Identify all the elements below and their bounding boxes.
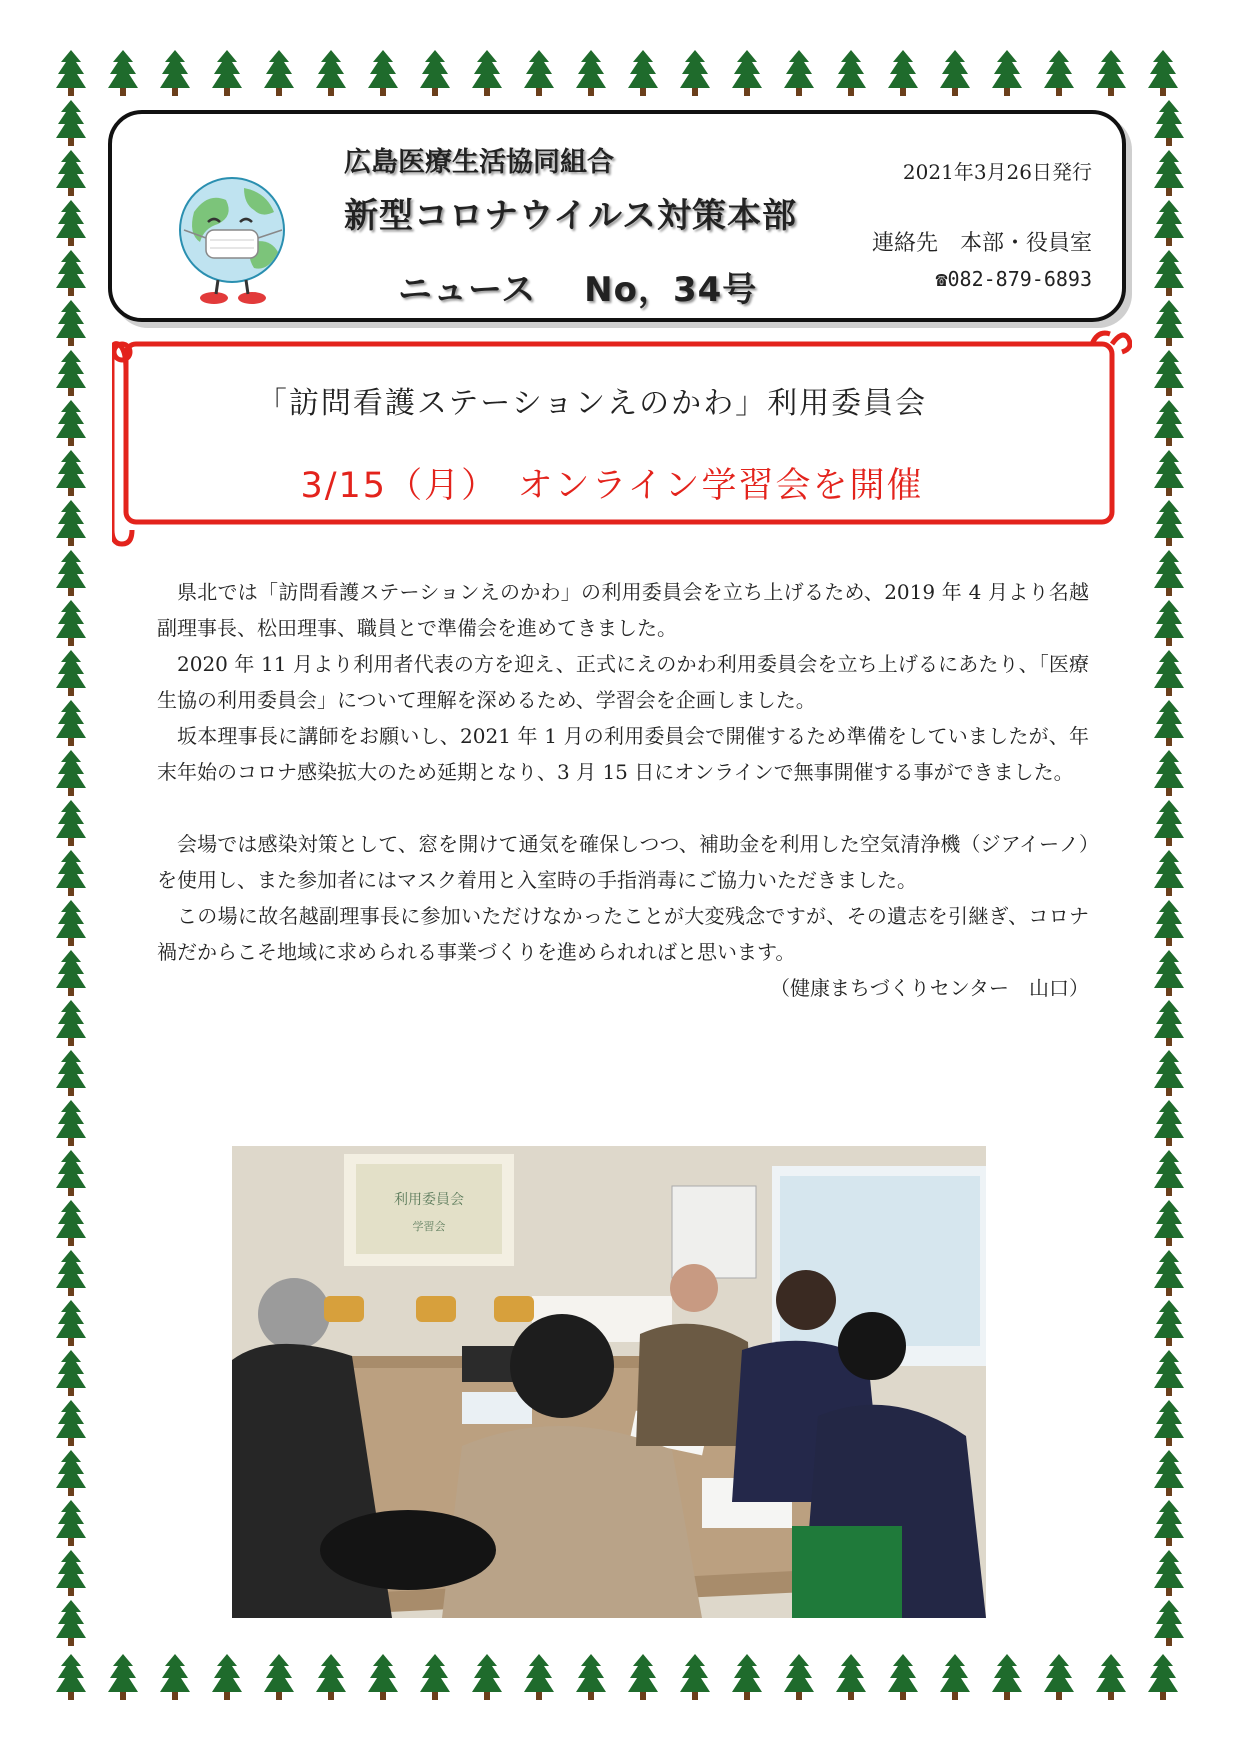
tree-icon: [56, 700, 86, 746]
tree-icon: [576, 50, 606, 96]
tree-icon: [56, 250, 86, 296]
masked-earth-mascot-icon: [174, 172, 294, 310]
tree-icon: [56, 750, 86, 796]
tree-icon: [56, 1550, 86, 1596]
tree-icon: [56, 900, 86, 946]
tree-icon: [784, 1654, 814, 1700]
article-paragraph: 2020 年 11 月より利用者代表の方を迎え、正式にえのかわ利用委員会を立ち上げるにあたり、「医療生協の利用委員会」について理解を深めるため、学習会を企画しました。: [157, 652, 1089, 712]
contact-phone: ☎082-879-6893: [935, 267, 1092, 291]
tree-icon: [56, 550, 86, 596]
newsletter-header: [108, 110, 1126, 322]
tree-icon: [1096, 50, 1126, 96]
tree-icon: [732, 50, 762, 96]
tree-icon: [1154, 1500, 1184, 1546]
headline-banner: [112, 330, 1132, 552]
tree-icon: [56, 1200, 86, 1246]
tree-icon: [1154, 350, 1184, 396]
tree-icon: [368, 1654, 398, 1700]
banner-event-title: 3/15（月） オンライン学習会を開催: [300, 466, 924, 506]
tree-icon: [56, 50, 86, 96]
tree-icon: [212, 50, 242, 96]
tree-icon: [836, 1654, 866, 1700]
tree-icon: [1148, 1654, 1178, 1700]
tree-icon: [1154, 250, 1184, 296]
tree-icon: [56, 1654, 86, 1700]
tree-icon: [1154, 550, 1184, 596]
tree-icon: [1154, 1600, 1184, 1646]
tree-icon: [1154, 100, 1184, 146]
tree-icon: [56, 800, 86, 846]
news-issue-number: ニュース No，34号: [398, 270, 758, 310]
tree-icon: [524, 1654, 554, 1700]
tree-icon: [56, 1400, 86, 1446]
tree-icon: [1154, 200, 1184, 246]
tree-icon: [836, 50, 866, 96]
tree-icon: [108, 1654, 138, 1700]
tree-icon: [368, 50, 398, 96]
tree-icon: [1154, 1350, 1184, 1396]
tree-icon: [1154, 800, 1184, 846]
tree-icon: [56, 350, 86, 396]
tree-icon: [316, 50, 346, 96]
tree-icon: [1154, 850, 1184, 896]
tree-icon: [680, 50, 710, 96]
tree-icon: [1154, 300, 1184, 346]
banner-committee-title: 「訪問看護ステーションえのかわ」利用委員会: [256, 386, 928, 421]
tree-icon: [56, 650, 86, 696]
tree-icon: [56, 1000, 86, 1046]
tree-icon: [1148, 50, 1178, 96]
article-author: （健康まちづくりセンター 山口）: [770, 976, 1089, 1000]
tree-icon: [888, 1654, 918, 1700]
scroll-frame-icon: [112, 330, 1132, 552]
tree-icon: [888, 50, 918, 96]
tree-icon: [56, 450, 86, 496]
tree-icon: [1154, 650, 1184, 696]
tree-icon: [1154, 1200, 1184, 1246]
contact-label: 連絡先 本部・役員室: [871, 231, 1092, 256]
tree-icon: [1154, 1400, 1184, 1446]
tree-icon: [56, 1150, 86, 1196]
tree-icon: [264, 50, 294, 96]
tree-icon: [472, 50, 502, 96]
tree-icon: [56, 1500, 86, 1546]
tree-icon: [628, 1654, 658, 1700]
tree-icon: [316, 1654, 346, 1700]
meeting-photo: [232, 1146, 986, 1618]
tree-icon: [420, 50, 450, 96]
tree-icon: [472, 1654, 502, 1700]
tree-icon: [56, 1050, 86, 1096]
tree-icon: [56, 1600, 86, 1646]
article-paragraph: 会場では感染対策として、窓を開けて通気を確保しつつ、補助金を利用した空気清浄機（ジアイーノ）を使用し、また参加者にはマスク着用と入室時の手指消毒にご協力いただきました。: [157, 832, 1089, 892]
tree-icon: [1154, 1150, 1184, 1196]
screen-title: 利用委員会: [394, 1192, 464, 1208]
tree-icon: [1154, 750, 1184, 796]
tree-icon: [56, 850, 86, 896]
tree-icon: [212, 1654, 242, 1700]
headquarters-title: 新型コロナウイルス対策本部: [344, 196, 797, 236]
tree-icon: [1154, 600, 1184, 646]
tree-icon: [56, 150, 86, 196]
tree-icon: [992, 50, 1022, 96]
tree-icon: [1154, 500, 1184, 546]
tree-icon: [160, 1654, 190, 1700]
tree-icon: [784, 50, 814, 96]
tree-icon: [56, 600, 86, 646]
tree-icon: [1154, 1050, 1184, 1096]
tree-icon: [56, 500, 86, 546]
issue-date: 2021年3月26日発行: [902, 160, 1092, 184]
tree-icon: [56, 950, 86, 996]
tree-icon: [1154, 1550, 1184, 1596]
tree-icon: [56, 1300, 86, 1346]
tree-icon: [56, 200, 86, 246]
tree-icon: [680, 1654, 710, 1700]
tree-icon: [56, 1350, 86, 1396]
tree-icon: [1154, 950, 1184, 996]
tree-icon: [1096, 1654, 1126, 1700]
tree-icon: [576, 1654, 606, 1700]
tree-icon: [160, 50, 190, 96]
tree-icon: [1154, 1100, 1184, 1146]
tree-icon: [524, 50, 554, 96]
tree-icon: [56, 1100, 86, 1146]
tree-icon: [1044, 1654, 1074, 1700]
tree-icon: [1044, 50, 1074, 96]
tree-icon: [56, 1450, 86, 1496]
article-body: [157, 574, 1089, 1006]
tree-icon: [732, 1654, 762, 1700]
tree-icon: [1154, 150, 1184, 196]
tree-icon: [1154, 1300, 1184, 1346]
tree-icon: [940, 1654, 970, 1700]
tree-icon: [1154, 450, 1184, 496]
tree-icon: [264, 1654, 294, 1700]
tree-icon: [940, 50, 970, 96]
tree-icon: [992, 1654, 1022, 1700]
tree-icon: [1154, 900, 1184, 946]
tree-icon: [1154, 1450, 1184, 1496]
tree-icon: [1154, 1000, 1184, 1046]
tree-icon: [56, 300, 86, 346]
tree-icon: [1154, 1250, 1184, 1296]
tree-icon: [56, 100, 86, 146]
tree-icon: [420, 1654, 450, 1700]
tree-icon: [1154, 400, 1184, 446]
tree-icon: [56, 1250, 86, 1296]
tree-icon: [108, 50, 138, 96]
tree-icon: [628, 50, 658, 96]
organization-name: 広島医療生活協同組合: [344, 147, 614, 178]
article-paragraph: この場に故名越副理事長に参加いただけなかったことが大変残念ですが、その遺志を引継ぎ、コロナ禍だからこそ地域に求められる事業づくりを進められればと思います。: [157, 904, 1089, 964]
tree-icon: [1154, 700, 1184, 746]
article-paragraph: 県北では「訪問看護ステーションえのかわ」の利用委員会を立ち上げるため、2019 年 4 月より名越副理事長、松田理事、職員とで準備会を進めてきました。: [157, 580, 1089, 640]
tree-icon: [56, 400, 86, 446]
article-paragraph: 坂本理事長に講師をお願いし、2021 年 1 月の利用委員会で開催するため準備をしていましたが、年末年始のコロナ感染拡大のため延期となり、3 月 15 日にオンラインで無事開催する事ができました。: [157, 724, 1089, 784]
screen-subtitle: 学習会: [412, 1220, 446, 1233]
